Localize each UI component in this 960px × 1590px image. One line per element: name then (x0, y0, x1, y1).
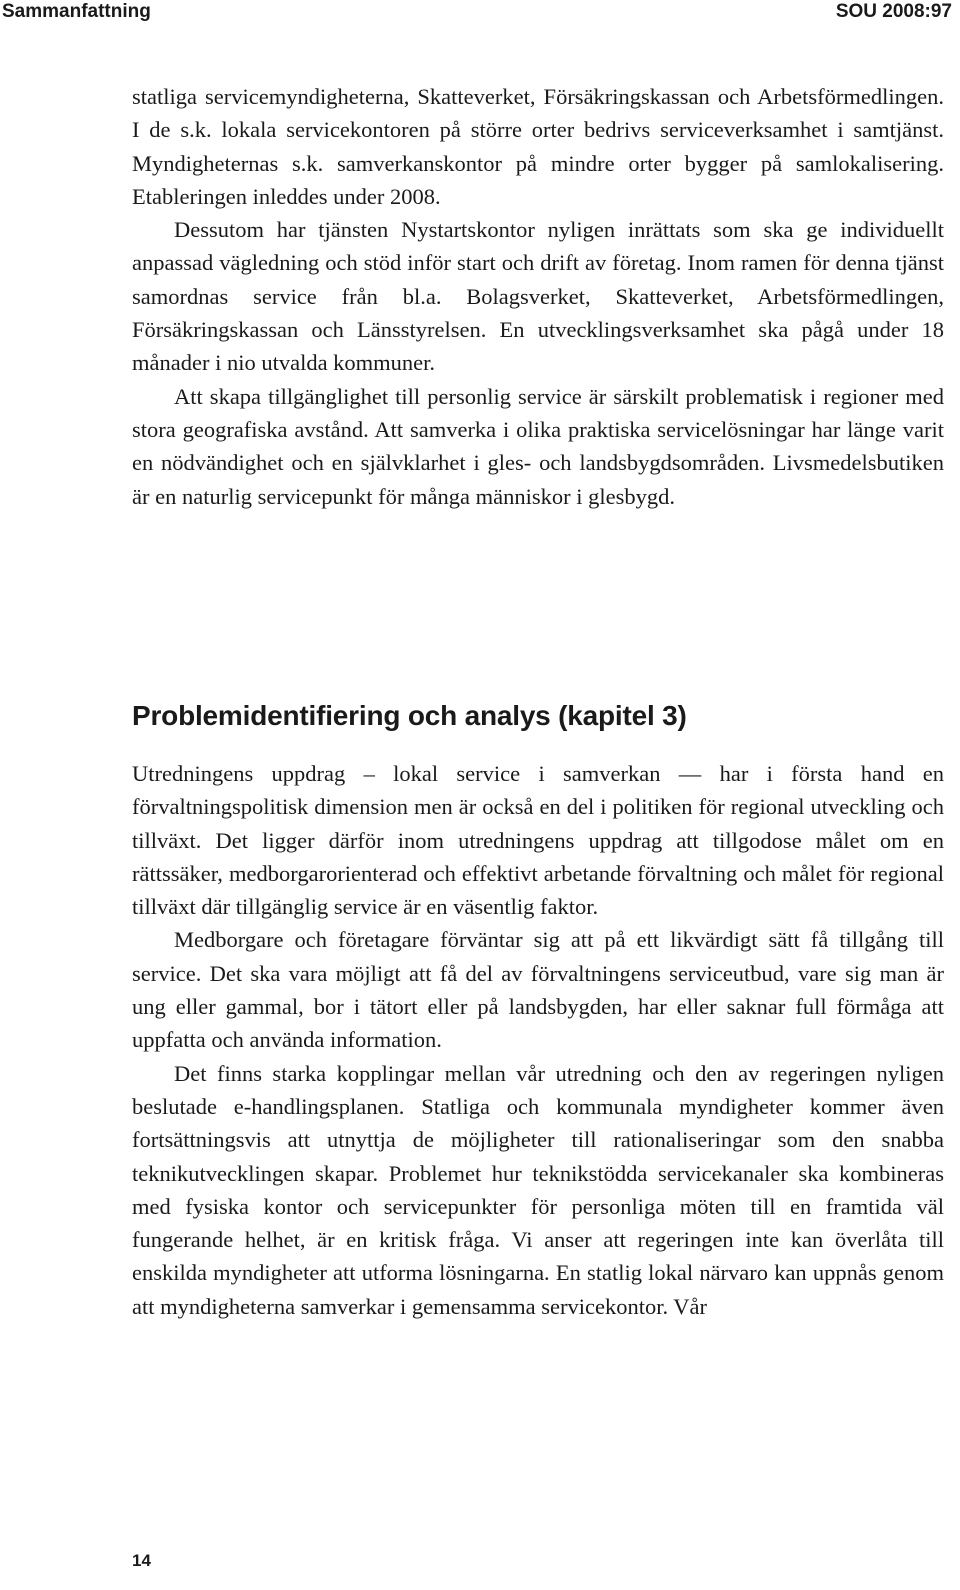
body-text-block-2 (132, 757, 944, 1323)
header-section-title: Sammanfattning (2, 1, 151, 22)
paragraph: statliga servicemyndigheterna, Skatteverket, Försäkringskassan och Arbetsförmedlingen. I de s.k. lokala servicekontoren på större orter bedrivs serviceverksamhet i samtjänst. Myndigheternas s.k. samverkanskontor på mindre orter bygger på samlokalisering. Etableringen inleddes under 2008. (132, 84, 944, 209)
paragraph: Att skapa tillgänglighet till personlig service är särskilt problematisk i regioner med stora geografiska avstånd. Att samverka i olika praktiska servicelösningar har länge varit en nödvändighet och en självklarhet i gles- och landsbygdsområden. Livsmedelsbutiken är en naturlig servicepunkt för många människor i glesbygd. (132, 383, 944, 509)
section-heading: Problemidentifiering och analys (kapitel 3) (132, 700, 687, 731)
paragraph: Medborgare och företagare förväntar sig att på ett likvärdigt sätt få tillgång till service. Det ska vara möjligt att få del av förvaltningens serviceutbud, vare sig man är ung eller gammal, bor i tätort eller på landsbygden, har eller saknar full förmåga att uppfatta och använda information. (132, 927, 944, 1053)
paragraph: Dessutom har tjänsten Nystartskontor nyligen inrättats som ska ge individuellt anpassad vägledning och stöd inför start och drift av företag. Inom ramen för denna tjänst samordnas service från bl.a. Bolagsverket, Skatteverket, Arbetsförmedlingen, Försäkringskassan och Länsstyrelsen. En utvecklingsverksamhet ska pågå under 18 månader i nio utvalda kommuner. (132, 217, 944, 376)
running-header (0, 0, 960, 24)
page-number: 14 (132, 1551, 151, 1570)
header-document-id: SOU 2008:97 (835, 1, 952, 22)
paragraph: Utredningens uppdrag – lokal service i samverkan — har i första hand en förvaltningspolitisk dimension men är också en del i politiken för regional utveckling och tillväxt. Det ligger därför inom utredningens uppdrag att tillgodose målet om en rättssäker, medborgarorienterad och effektivt arbetande förvaltning och målet för regional tillväxt där tillgänglig service är en väsentlig faktor. (132, 761, 944, 920)
paragraph: Det finns starka kopplingar mellan vår utredning och den av regeringen nyligen beslutade e-handlingsplanen. Statliga och kommunala myndigheter kommer även fortsättningsvis att utnyttja de möjligheter till rationaliseringar som den snabba teknikutvecklingen skapar. Problemet hur teknikstödda servicekanaler ska kombineras med fysiska kontor och servicepunkter för personliga möten till en framtida väl fungerande helhet, är en kritisk fråga. Vi anser att regeringen inte kan överlåta till enskilda myndigheter att utforma lösningarna. En statlig lokal närvaro kan uppnås genom att myndigheterna samverkar i gemensamma servicekontor. Vår (132, 1060, 944, 1319)
body-text-block-1 (132, 80, 944, 513)
